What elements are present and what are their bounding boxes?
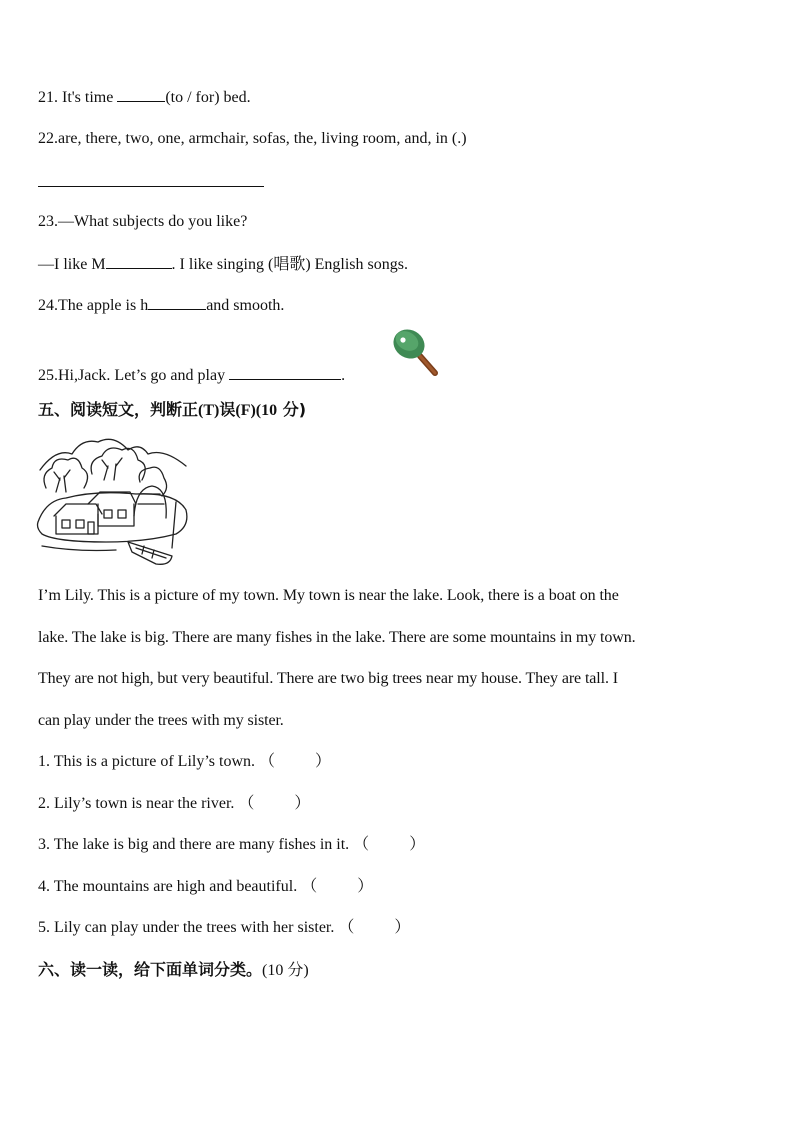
statement-4: 4. The mountains are high and beautiful. （ ） [38, 878, 374, 895]
answer-parentheses[interactable]: （ ） [301, 878, 374, 895]
question-number: 22 [38, 130, 54, 147]
answer-parentheses[interactable]: （ ） [259, 753, 332, 770]
answer-parentheses[interactable]: （ ） [338, 919, 411, 936]
answer-blank[interactable] [117, 87, 165, 102]
section-6-heading: 六、读一读，给下面单词分类。(10 分) [38, 960, 309, 979]
statement-5: 5. Lily can play under the trees with her sister. （ ） [38, 919, 411, 936]
question-number: 24 [38, 297, 54, 314]
answer-parentheses[interactable]: （ ） [353, 836, 426, 853]
question-number: 25 [38, 367, 54, 384]
question-24: 24.The apple is h and smooth. [38, 297, 285, 314]
question-21: 21. It's time (to / for) bed. [38, 89, 251, 106]
answer-blank[interactable] [106, 254, 172, 269]
question-23-answer: —I like M . I like singing (唱歌) English songs. [38, 256, 408, 273]
town-illustration [36, 430, 192, 570]
statement-1: 1. This is a picture of Lily’s town. （ ） [38, 753, 332, 770]
question-number: 21 [38, 89, 54, 106]
answer-line[interactable] [38, 186, 264, 187]
question-number: 23 [38, 213, 54, 230]
section-5-heading: 五、阅读短文，判断正(T)误(F)(10 分) [38, 400, 307, 419]
statement-3: 3. The lake is big and there are many fishes in it. （ ） [38, 836, 426, 853]
answer-blank[interactable] [148, 295, 206, 310]
statement-2: 2. Lily’s town is near the river. （ ） [38, 795, 311, 812]
answer-parentheses[interactable]: （ ） [238, 795, 311, 812]
reading-passage: I’m Lily. This is a picture of my town. My town is near the lake. Look, there is a boat on the lake. The lake is big. There are many fishes in the lake. There are some mountains in my town. They are not high, but very beautiful. There are two big trees near my house. They are tall. I can play under the trees with my sister. [38, 587, 636, 729]
question-25: 25.Hi,Jack. Let’s go and play . [38, 367, 346, 384]
answer-blank[interactable] [229, 365, 341, 380]
question-23: 23.—What subjects do you like? [38, 213, 248, 230]
ping-pong-paddle-icon [390, 326, 442, 378]
question-22: 22.are, there, two, one, armchair, sofas, the, living room, and, in (.) [38, 130, 467, 147]
